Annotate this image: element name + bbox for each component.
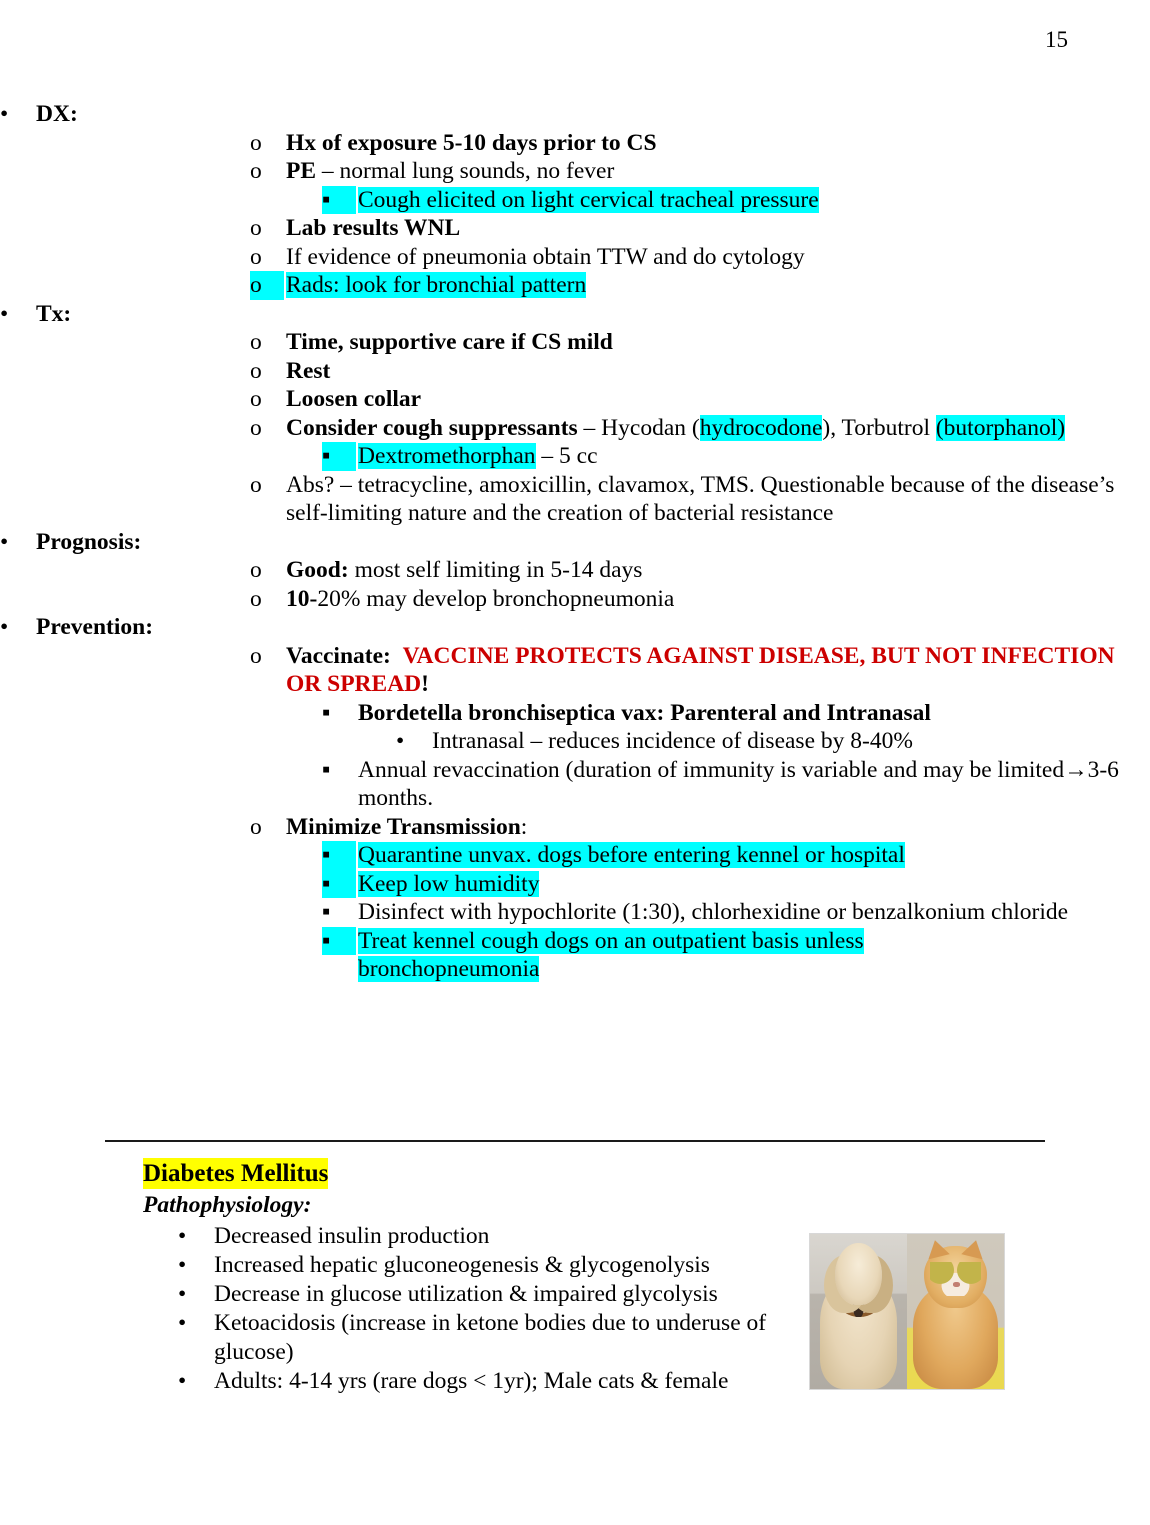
bullet-disc-icon bbox=[178, 1280, 212, 1309]
dx-rads: Rads: look for bronchial pattern bbox=[286, 272, 587, 298]
list-item bbox=[322, 898, 1150, 927]
tx-suppressants-mid2: ), Torbutrol bbox=[822, 414, 936, 441]
list-item-tx-heading bbox=[0, 300, 1150, 329]
list-item bbox=[178, 1367, 803, 1396]
list-item bbox=[250, 585, 1150, 614]
bullet-square-icon bbox=[322, 927, 356, 956]
prognosis-section bbox=[0, 528, 1150, 557]
prevention-intranasal-list bbox=[396, 727, 1150, 756]
bullet-circle-icon bbox=[250, 813, 284, 842]
diabetes-bullet-0: Decreased insulin production bbox=[214, 1223, 490, 1249]
prevention-treat-kennel-line2: bronchopneumonia bbox=[358, 956, 540, 982]
cat-ear-right bbox=[961, 1238, 986, 1260]
list-item bbox=[250, 642, 1150, 699]
prevention-treat-kennel-line1: Treat kennel cough dogs on an outpatient basis unless bbox=[358, 927, 864, 954]
list-item bbox=[178, 1280, 803, 1309]
diabetes-section bbox=[143, 1158, 803, 1396]
tx-suppressants-label: Consider cough suppressants bbox=[286, 414, 578, 441]
list-item bbox=[250, 357, 1150, 386]
bullet-disc-icon bbox=[178, 1367, 212, 1396]
tx-sublist bbox=[250, 328, 1150, 442]
list-item bbox=[250, 328, 1150, 357]
list-item bbox=[396, 727, 1150, 756]
prevention-minimize-colon: : bbox=[520, 813, 528, 840]
list-item bbox=[322, 870, 1150, 899]
prevention-annual-revax-text: Annual revaccination (duration of immunity is variable and may be limited bbox=[358, 756, 1065, 783]
bullet-circle-icon bbox=[250, 243, 284, 272]
overweight-cat-photo bbox=[907, 1234, 1004, 1389]
bullet-square-icon bbox=[322, 841, 356, 870]
prognosis-percent bbox=[286, 585, 1150, 614]
prevention-quarantine-wrap bbox=[358, 841, 1150, 870]
list-item bbox=[250, 556, 1150, 585]
bullet-circle-icon bbox=[250, 585, 284, 614]
bullet-circle-icon bbox=[250, 129, 284, 158]
bullet-circle-icon bbox=[250, 385, 284, 414]
list-item bbox=[250, 414, 1150, 443]
prevention-annual-revax-tail: 3-6 months. bbox=[358, 756, 1119, 811]
list-item bbox=[178, 1222, 803, 1251]
prevention-vaccinate-warning: VACCINE PROTECTS AGAINST DISEASE, BUT NOT INFECTION OR SPREAD bbox=[286, 642, 1115, 697]
bullet-disc-icon bbox=[0, 100, 34, 129]
dx-pe-label: PE bbox=[286, 158, 317, 184]
list-item bbox=[250, 813, 1150, 842]
tx-section bbox=[0, 300, 1150, 329]
dx-sublist bbox=[250, 129, 1150, 186]
prognosis-good-rest: most self limiting in 5-14 days bbox=[348, 557, 643, 583]
list-item bbox=[250, 271, 1150, 300]
list-item bbox=[322, 841, 1150, 870]
prevention-vaccinate-exclamation: ! bbox=[421, 671, 429, 697]
prognosis-percent-rest: 20% may develop bronchopneumonia bbox=[317, 585, 675, 612]
tx-suppressants bbox=[286, 414, 1150, 443]
diabetes-title-row bbox=[143, 1158, 803, 1189]
tx-antibiotics: Abs? – tetracycline, amoxicillin, clavamox, TMS. Questionable because of the disease’s self-limiting nature and the creation of bacterial resistance bbox=[286, 471, 1115, 526]
list-item bbox=[322, 186, 1150, 215]
list-item bbox=[322, 442, 1150, 471]
list-item-prognosis-heading bbox=[0, 528, 1150, 557]
page-number: 15 bbox=[1045, 27, 1068, 52]
bullet-square-icon bbox=[322, 699, 356, 728]
dx-sublist-2 bbox=[250, 214, 1150, 300]
bullet-disc-icon bbox=[0, 528, 34, 557]
tx-dextromethorphan: Dextromethorphan bbox=[358, 443, 536, 469]
diabetes-bullet-2: Decrease in glucose utilization & impaired glycolysis bbox=[214, 1281, 718, 1307]
cat-face bbox=[930, 1262, 980, 1296]
list-item bbox=[250, 157, 1150, 186]
dx-pneumonia-ttw: If evidence of pneumonia obtain TTW and do cytology bbox=[286, 243, 805, 270]
dx-pe-rest: – normal lung sounds, no fever bbox=[316, 158, 615, 184]
prognosis-percent-bold: 10- bbox=[286, 585, 318, 612]
tx-dextro-list bbox=[322, 442, 1150, 471]
tx-time-supportive: Time, supportive care if CS mild bbox=[286, 329, 613, 355]
list-item bbox=[250, 385, 1150, 414]
overweight-dog-photo bbox=[810, 1234, 907, 1389]
bullet-circle-icon bbox=[250, 328, 284, 357]
bullet-circle-icon bbox=[250, 357, 284, 386]
prevention-intranasal: Intranasal – reduces incidence of disease by 8-40% bbox=[432, 728, 913, 754]
list-item bbox=[250, 471, 1150, 528]
tx-rest: Rest bbox=[286, 357, 331, 384]
prevention-minimize bbox=[286, 813, 1150, 842]
dog-eyes bbox=[842, 1260, 875, 1267]
tx-abs-list bbox=[250, 471, 1150, 528]
diabetes-bullet-1: Increased hepatic gluconeogenesis & glycogenolysis bbox=[214, 1252, 710, 1278]
dx-pe bbox=[286, 157, 1150, 186]
diabetes-subtitle: Pathophysiology: bbox=[143, 1192, 312, 1218]
list-item bbox=[322, 756, 1150, 813]
bullet-disc-icon bbox=[178, 1309, 212, 1338]
bullet-square-icon bbox=[322, 442, 356, 471]
prevention-minimize-label: Minimize Transmission bbox=[286, 813, 521, 840]
bullet-square-icon bbox=[322, 756, 356, 785]
bullet-circle-icon bbox=[250, 271, 284, 300]
tx-hydrocodone: hydrocodone bbox=[699, 414, 823, 441]
prevention-revax-list bbox=[322, 756, 1150, 813]
bullet-circle-icon bbox=[250, 157, 284, 186]
prognosis-sublist bbox=[250, 556, 1150, 613]
prevention-bordetella: Bordetella bronchiseptica vax: Parenteral and Intranasal bbox=[358, 699, 931, 726]
tx-suppressants-mid: – Hycodan ( bbox=[577, 414, 700, 441]
dx-cough-list bbox=[322, 186, 1150, 215]
bullet-circle-icon bbox=[250, 471, 284, 500]
dx-cough-elicited: Cough elicited on light cervical tracheal pressure bbox=[358, 186, 819, 213]
prevention-minimize-list bbox=[250, 813, 1150, 842]
dx-rads-wrap bbox=[286, 271, 1150, 300]
diabetes-title: Diabetes Mellitus bbox=[143, 1160, 329, 1187]
prevention-treat-kennel-wrap bbox=[358, 927, 1150, 984]
prognosis-good-label: Good: bbox=[286, 557, 349, 583]
bullet-circle-icon bbox=[250, 414, 284, 443]
bullet-square-icon bbox=[322, 870, 356, 899]
list-item bbox=[178, 1251, 803, 1280]
bullet-square-icon bbox=[322, 898, 356, 927]
prevention-minimize-sublist bbox=[322, 841, 1150, 984]
cat-ear-left bbox=[925, 1238, 950, 1260]
prognosis-heading: Prognosis: bbox=[36, 528, 142, 555]
bullet-disc-icon bbox=[178, 1222, 212, 1251]
prevention-vaccinate-list bbox=[250, 642, 1150, 699]
bullet-circle-icon bbox=[250, 556, 284, 585]
tx-butorphanol: (butorphanol) bbox=[935, 414, 1066, 441]
prevention-vaccinate-label: Vaccinate: bbox=[286, 642, 391, 669]
bullet-disc-icon bbox=[396, 727, 430, 756]
bullet-circle-icon bbox=[250, 214, 284, 243]
list-item bbox=[250, 214, 1150, 243]
dog-collar bbox=[839, 1299, 880, 1317]
list-item-prevention-heading bbox=[0, 613, 1150, 642]
diabetes-bullet-4: Adults: 4-14 yrs (rare dogs < 1yr); Male cats & female bbox=[214, 1368, 729, 1394]
list-item bbox=[250, 129, 1150, 158]
prevention-quarantine: Quarantine unvax. dogs before entering kennel or hospital bbox=[358, 842, 905, 868]
dx-cough-elicited-wrap bbox=[358, 186, 1150, 215]
dx-heading: DX: bbox=[36, 101, 78, 127]
dx-hx-exposure: Hx of exposure 5-10 days prior to CS bbox=[286, 129, 657, 156]
tx-dextro-dose: – 5 cc bbox=[535, 443, 598, 469]
bullet-disc-icon bbox=[0, 613, 34, 642]
bullet-disc-icon bbox=[178, 1251, 212, 1280]
tx-loosen-collar: Loosen collar bbox=[286, 386, 422, 412]
diabetes-figure bbox=[809, 1233, 1005, 1390]
diabetes-bullet-list bbox=[178, 1222, 803, 1396]
cat-nose bbox=[953, 1282, 960, 1287]
prognosis-good bbox=[286, 556, 1150, 585]
list-item-dx-heading bbox=[0, 100, 1150, 129]
right-arrow-icon: → bbox=[1064, 756, 1088, 783]
dx-lab-results: Lab results WNL bbox=[286, 215, 461, 241]
prevention-annual-revax bbox=[358, 756, 1150, 813]
tx-dextro-wrap bbox=[358, 442, 1150, 471]
list-item bbox=[250, 243, 1150, 272]
list-item bbox=[322, 699, 1150, 728]
bullet-disc-icon bbox=[0, 300, 34, 329]
list-item bbox=[322, 927, 1150, 984]
bullet-circle-icon bbox=[250, 642, 284, 671]
bullet-square-icon bbox=[322, 186, 356, 215]
prevention-low-humidity: Keep low humidity bbox=[358, 870, 540, 897]
dx-section bbox=[0, 100, 1150, 129]
prevention-humidity-wrap bbox=[358, 870, 1150, 899]
prevention-disinfect: Disinfect with hypochlorite (1:30), chlorhexidine or benzalkonium chloride bbox=[358, 899, 1069, 925]
prevention-bordetella-list bbox=[322, 699, 1150, 728]
diabetes-bullet-3: Ketoacidosis (increase in ketone bodies due to underuse of glucose) bbox=[214, 1310, 767, 1365]
tx-heading: Tx: bbox=[36, 300, 72, 327]
list-item bbox=[178, 1309, 803, 1367]
prevention-vaccinate bbox=[286, 642, 1150, 699]
section-divider bbox=[105, 1140, 1045, 1142]
prevention-heading: Prevention: bbox=[36, 614, 154, 640]
prevention-section bbox=[0, 613, 1150, 642]
page-content bbox=[0, 100, 1150, 984]
